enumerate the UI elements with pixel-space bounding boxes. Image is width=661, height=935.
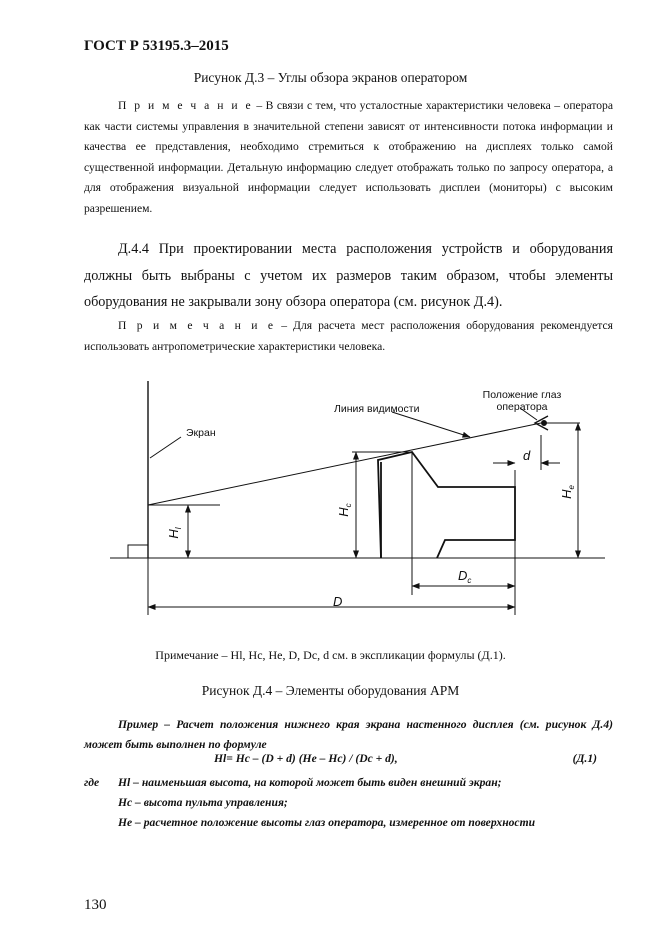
formula-row [84, 752, 613, 772]
svg-text:Hl: $H_l$ [166, 527, 183, 539]
note-2-label: П р и м е ч а н и е [118, 319, 276, 332]
note-1 [84, 96, 613, 220]
definition-row [84, 813, 624, 833]
svg-text:Hc: $H_c$ [336, 503, 353, 517]
formula-number: (Д.1) [572, 752, 597, 765]
formula-explication [84, 773, 624, 833]
definition-he: He – расчетное положение высоты глаз оператора, измеренное от поверхности [118, 816, 536, 829]
eye-position-label-2: оператора [496, 401, 548, 413]
figure-d4-caption: Рисунок Д.4 – Элементы оборудования АРМ [201, 683, 460, 698]
definition-row [84, 773, 624, 793]
page-number: 130 [84, 897, 107, 913]
sight-line-label: Линия видимости [334, 403, 420, 415]
eye-position-label-1: Положение глаз [482, 389, 562, 401]
dim-hc-label [336, 503, 353, 516]
note-2-text: – Для расчета мест расположения оборудования рекомендуется использовать антропометрические характеристики человека. [84, 319, 613, 353]
dim-dc-label: $D_c$ [458, 568, 472, 585]
figure-d3-caption: Рисунок Д.3 – Углы обзора экранов оператором [193, 70, 468, 85]
dim-he-label [559, 485, 576, 499]
console-outline [378, 452, 515, 558]
example-paragraph: Пример – Расчет положения нижнего края экрана настенного дисплея (см. рисунок Д.4) может быть выполнен по формуле [84, 718, 613, 751]
dim-d-label: d [523, 448, 531, 463]
note-1-text: – В связи с тем, что усталостные характеристики человека – оператора как части системы управления в значительной степени зависят от интенсивности потока информации и качества ее представления, необходимо стремиться к отображению на дисплеях только самой существенной информации. Детальную информацию следует отображать только по запросу оператора, а для отображения визуальной информации следует использовать дисплеи (мониторы) с высоким разрешением. [84, 99, 613, 215]
screen-label: Экран [186, 427, 216, 439]
dim-hl-label [166, 527, 183, 538]
definition-row [84, 793, 624, 813]
formula-d1: Hl= Hc – (D + d) (He – Hc) / (Dc + d), [214, 752, 398, 765]
where-word: где [84, 776, 100, 789]
document-header: ГОСТ Р 53195.3–2015 [84, 38, 229, 54]
figure-d4-diagram [0, 370, 661, 620]
svg-text:He: $H_e$ [559, 485, 576, 499]
figure-note: Примечание – Hl, Hc, He, D, Dc, d см. в экспликации формулы (Д.1). [155, 648, 506, 662]
dim-d-total-label: D [333, 594, 343, 609]
note-2 [84, 316, 613, 357]
note-1-label: П р и м е ч а н и е [118, 99, 253, 112]
definition-hl: Hl – наименьшая высота, на которой может быть виден внешний экран; [118, 776, 502, 789]
definition-hc: Hc – высота пульта управления; [118, 796, 288, 809]
paragraph-d44: Д.4.4 При проектировании места расположения устройств и оборудования должны быть выбраны с учетом их размеров таким образом, чтобы элементы оборудования не закрывали зону обзора оператора (см. рисунок Д.4). [84, 241, 613, 310]
